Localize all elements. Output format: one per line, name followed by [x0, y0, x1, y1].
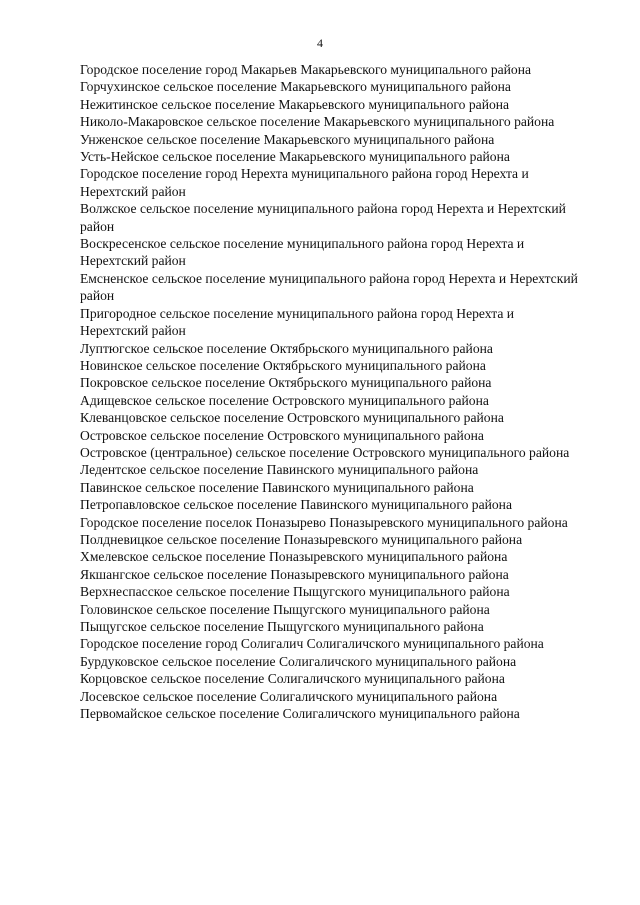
list-item: Новинское сельское поселение Октябрьского муниципального района	[80, 357, 486, 373]
list-item: Горчухинское сельское поселение Макарьевского муниципального района	[80, 79, 511, 95]
list-item: Городское поселение город Макарьев Макарьевского муниципального района	[80, 62, 532, 77]
list-item: Первомайское сельское поселение Солигаличского муниципального района	[80, 706, 520, 722]
list-item: Павинское сельское поселение Павинского муниципального района	[80, 479, 474, 495]
list-item: Верхнеспасское сельское поселение Пыщугского муниципального района	[80, 584, 510, 600]
list-item: Островское сельское поселение Островского муниципального района	[80, 427, 484, 443]
list-item: Бурдуковское сельское поселение Солигаличского муниципального района	[80, 653, 517, 669]
list-item: Ледентское сельское поселение Павинского муниципального района	[80, 462, 479, 478]
list-item: Пыщугское сельское поселение Пыщугского муниципального района	[80, 619, 484, 634]
list-item: Волжское сельское поселение муниципального района город Нерехта и Нерехтский район	[80, 201, 566, 234]
settlement-list	[80, 61, 580, 722]
list-item: Усть-Нейское сельское поселение Макарьевского муниципального района	[80, 149, 510, 165]
list-item: Городское поселение поселок Поназырево Поназыревского муниципального района	[80, 514, 568, 530]
list-item: Якшангское сельское поселение Поназыревского муниципального района	[80, 566, 509, 582]
list-item: Городское поселение город Солигалич Солигаличского муниципального района	[80, 636, 544, 652]
list-item: Луптюгское сельское поселение Октябрьского муниципального района	[80, 340, 493, 356]
list-item: Полдневицкое сельское поселение Поназыревского муниципального района	[80, 531, 523, 547]
list-item: Головинское сельское поселение Пыщугского муниципального района	[80, 601, 490, 617]
list-item: Корцовское сельское поселение Солигаличского муниципального района	[80, 671, 505, 687]
list-item: Лосевское сельское поселение Солигаличского муниципального района	[80, 688, 498, 704]
page-number: 4	[317, 36, 323, 50]
list-item: Унженское сельское поселение Макарьевского муниципального района	[80, 131, 495, 147]
list-item: Городское поселение город Нерехта муниципального района город Нерехта и Нерехтский район	[80, 166, 529, 199]
list-item: Емсненское сельское поселение муниципального района город Нерехта и Нерехтский район	[80, 270, 578, 304]
list-item: Воскресенское сельское поселение муниципального района город Нерехта и Нерехтский район	[80, 236, 525, 269]
list-item: Нежитинское сельское поселение Макарьевского муниципального района	[80, 96, 510, 112]
list-item: Пригородное сельское поселение муниципального района город Нерехта и Нерехтский район	[80, 305, 515, 339]
list-item: Адищевское сельское поселение Островского муниципального района	[80, 392, 489, 408]
list-item: Клеванцовское сельское поселение Островского муниципального района	[80, 410, 504, 426]
list-item: Покровское сельское поселение Октябрьского муниципального района	[80, 375, 492, 391]
list-item: Николо-Макаровское сельское поселение Макарьевского муниципального района	[80, 114, 555, 130]
list-item: Петропавловское сельское поселение Павинского муниципального района	[80, 497, 512, 513]
list-item: Хмелевское сельское поселение Поназыревского муниципального района	[80, 549, 508, 565]
list-item: Островское (центральное) сельское поселение Островского муниципального района	[80, 444, 570, 460]
